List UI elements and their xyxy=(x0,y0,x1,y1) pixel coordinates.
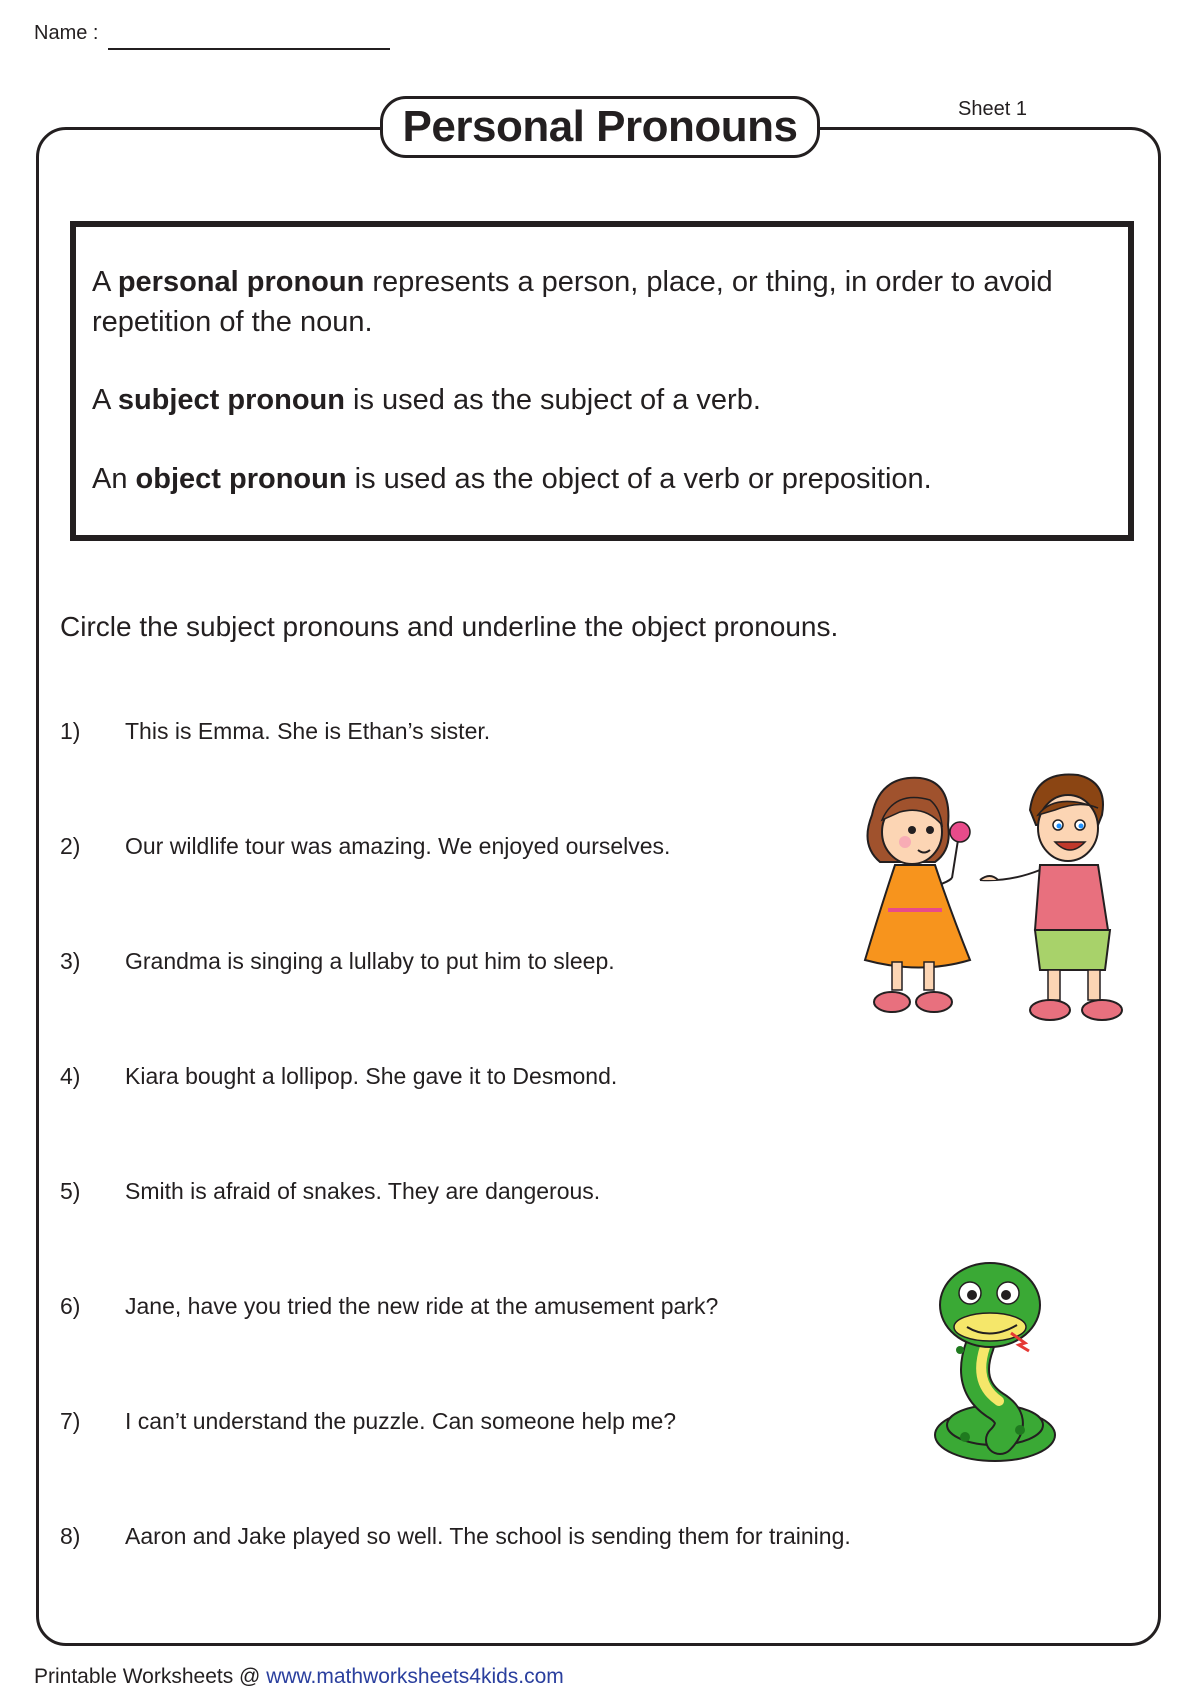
girl-and-boy-illustration xyxy=(840,770,1140,1040)
footer xyxy=(34,1665,564,1689)
boy-figure xyxy=(980,774,1122,1020)
question-number: 4) xyxy=(60,1063,81,1089)
sheet-label: Sheet 1 xyxy=(958,98,1027,120)
instruction-text: Circle the subject pronouns and underline the object pronouns. xyxy=(60,611,839,642)
definition-personal: A personal pronoun represents a person, place, or thing, in order to avoid repetition of the noun. xyxy=(92,266,1053,338)
question-number: 7) xyxy=(60,1408,81,1434)
question-text[interactable]: Jane, have you tried the new ride at the amusement park? xyxy=(125,1293,719,1319)
girl-figure xyxy=(865,778,970,1012)
snake-illustration xyxy=(925,1255,1065,1465)
term-subject-pronoun: subject pronoun xyxy=(117,384,345,416)
question-number: 1) xyxy=(60,718,81,744)
term-personal-pronoun: personal pronoun xyxy=(117,266,365,298)
term-object-pronoun: object pronoun xyxy=(135,463,347,495)
definition-subject: A subject pronoun is used as the subject of a verb. xyxy=(92,384,761,416)
question-number: 3) xyxy=(60,948,81,974)
question-text[interactable]: Our wildlife tour was amazing. We enjoyed ourselves. xyxy=(125,833,671,859)
question-number: 2) xyxy=(60,833,81,859)
question-text[interactable]: Aaron and Jake played so well. The school is sending them for training. xyxy=(125,1523,851,1549)
footer-prefix: Printable Worksheets @ xyxy=(34,1665,267,1688)
page-title: Personal Pronouns xyxy=(380,96,820,158)
question-number: 6) xyxy=(60,1293,81,1319)
name-label: Name : xyxy=(34,22,99,44)
question-text[interactable]: I can’t understand the puzzle. Can someone help me? xyxy=(125,1408,677,1434)
question-number: 5) xyxy=(60,1178,81,1204)
definition-object: An object pronoun is used as the object of a verb or preposition. xyxy=(92,463,932,495)
question-text[interactable]: Smith is afraid of snakes. They are dangerous. xyxy=(125,1178,601,1204)
question-number: 8) xyxy=(60,1523,81,1549)
name-blank-line[interactable] xyxy=(108,48,390,50)
question-text[interactable]: Grandma is singing a lullaby to put him to sleep. xyxy=(125,948,615,974)
footer-site-link[interactable]: www.mathworksheets4kids.com xyxy=(266,1665,564,1688)
question-text[interactable]: This is Emma. She is Ethan’s sister. xyxy=(125,718,491,744)
question-text[interactable]: Kiara bought a lollipop. She gave it to Desmond. xyxy=(125,1063,618,1089)
